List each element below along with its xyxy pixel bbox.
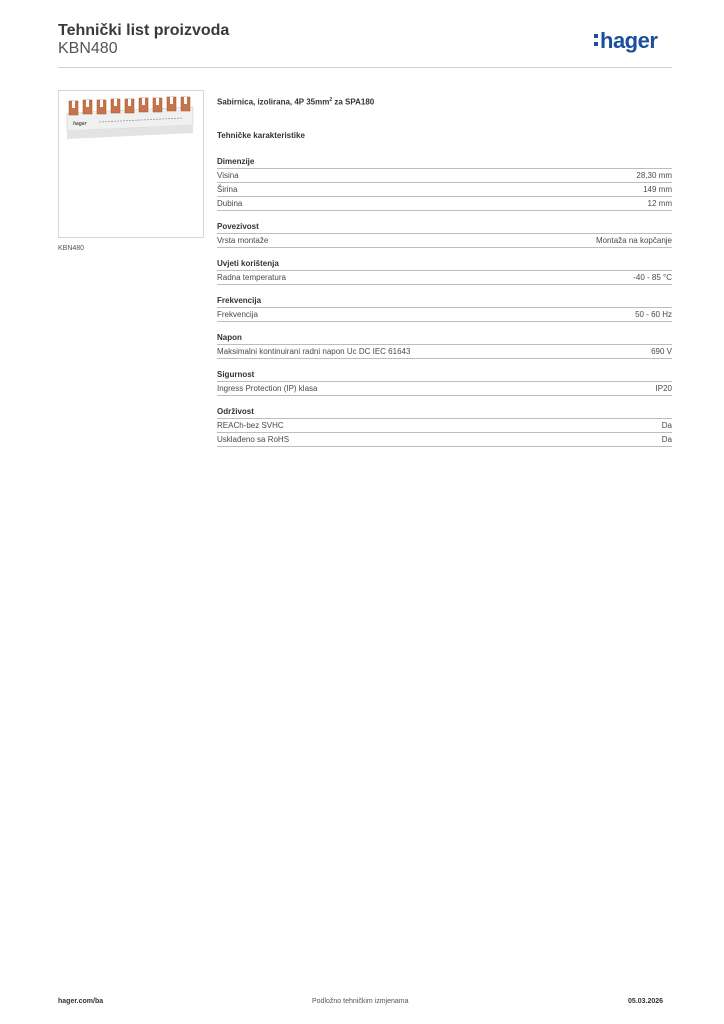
spec-value: Da [661, 435, 672, 444]
spec-row [217, 234, 672, 248]
spec-label: Visina [217, 171, 239, 180]
product-image [58, 90, 204, 238]
spec-value: 12 mm [647, 199, 672, 208]
spec-group-title: Povezivost [217, 221, 672, 234]
section-title: Tehničke karakteristike [217, 131, 305, 140]
spec-label: Vrsta montaže [217, 236, 269, 245]
spec-row [217, 308, 672, 322]
spec-label: Frekvencija [217, 310, 258, 319]
spec-group-conditions [217, 258, 672, 285]
image-caption: KBN480 [58, 245, 85, 252]
spec-group-dimensions [217, 156, 672, 211]
spec-label: Širina [217, 185, 238, 194]
product-description: Sabirnica, izolirana, 4P $35mm^2$ za SPA180 [217, 97, 375, 107]
spec-value: IP20 [655, 384, 672, 393]
spec-label: Radna temperatura [217, 273, 286, 282]
spec-group-title: Dimenzije [217, 156, 672, 169]
spec-row [217, 169, 672, 183]
spec-value: Da [661, 421, 672, 430]
spec-label: Dubina [217, 199, 243, 208]
spec-group-title: Frekvencija [217, 295, 672, 308]
spec-label: Usklađeno sa RoHS [217, 435, 290, 444]
spec-row [217, 419, 672, 433]
spec-label: Ingress Protection (IP) klasa [217, 384, 318, 393]
spec-value: -40 - 85 °C [633, 273, 672, 282]
spec-label: REACh-bez SVHC [217, 421, 284, 430]
footer-date: 05.03.2026 [628, 998, 664, 1005]
spec-group-title: Održivost [217, 406, 672, 419]
spec-row [217, 433, 672, 447]
spec-row [217, 183, 672, 197]
busbar-illustration [59, 91, 203, 237]
spec-value: Montaža na kopčanje [595, 236, 672, 245]
page-title: Tehnički list proizvoda [58, 22, 230, 39]
spec-group-safety [217, 369, 672, 396]
svg-text:hager: hager [600, 28, 658, 53]
spec-value: 690 V [651, 347, 672, 356]
product-code: KBN480 [58, 40, 118, 57]
spec-table [217, 156, 672, 457]
spec-row [217, 197, 672, 211]
spec-row [217, 271, 672, 285]
spec-group-frequency [217, 295, 672, 322]
spec-group-voltage [217, 332, 672, 359]
spec-group-title: Napon [217, 332, 672, 345]
spec-row [217, 345, 672, 359]
spec-value: 50 - 60 Hz [635, 310, 672, 319]
busbar-brand-label: hager [73, 121, 87, 127]
spec-value: 149 mm [643, 185, 672, 194]
footer-website-link[interactable]: hager.com/ba [58, 998, 104, 1005]
spec-label: Maksimalni kontinuirani radni napon Uc DC IEC 61643 [217, 347, 411, 356]
spec-group-title: Uvjeti korištenja [217, 258, 672, 271]
spec-group-title: Sigurnost [217, 369, 672, 382]
spec-group-connectivity [217, 221, 672, 248]
spec-group-sustainability [217, 406, 672, 447]
header-divider [58, 67, 672, 68]
spec-row [217, 382, 672, 396]
footer-notice: Podložno tehničkim izmjenama [312, 998, 409, 1005]
hager-logo [594, 28, 674, 54]
spec-value: 28,30 mm [636, 171, 672, 180]
